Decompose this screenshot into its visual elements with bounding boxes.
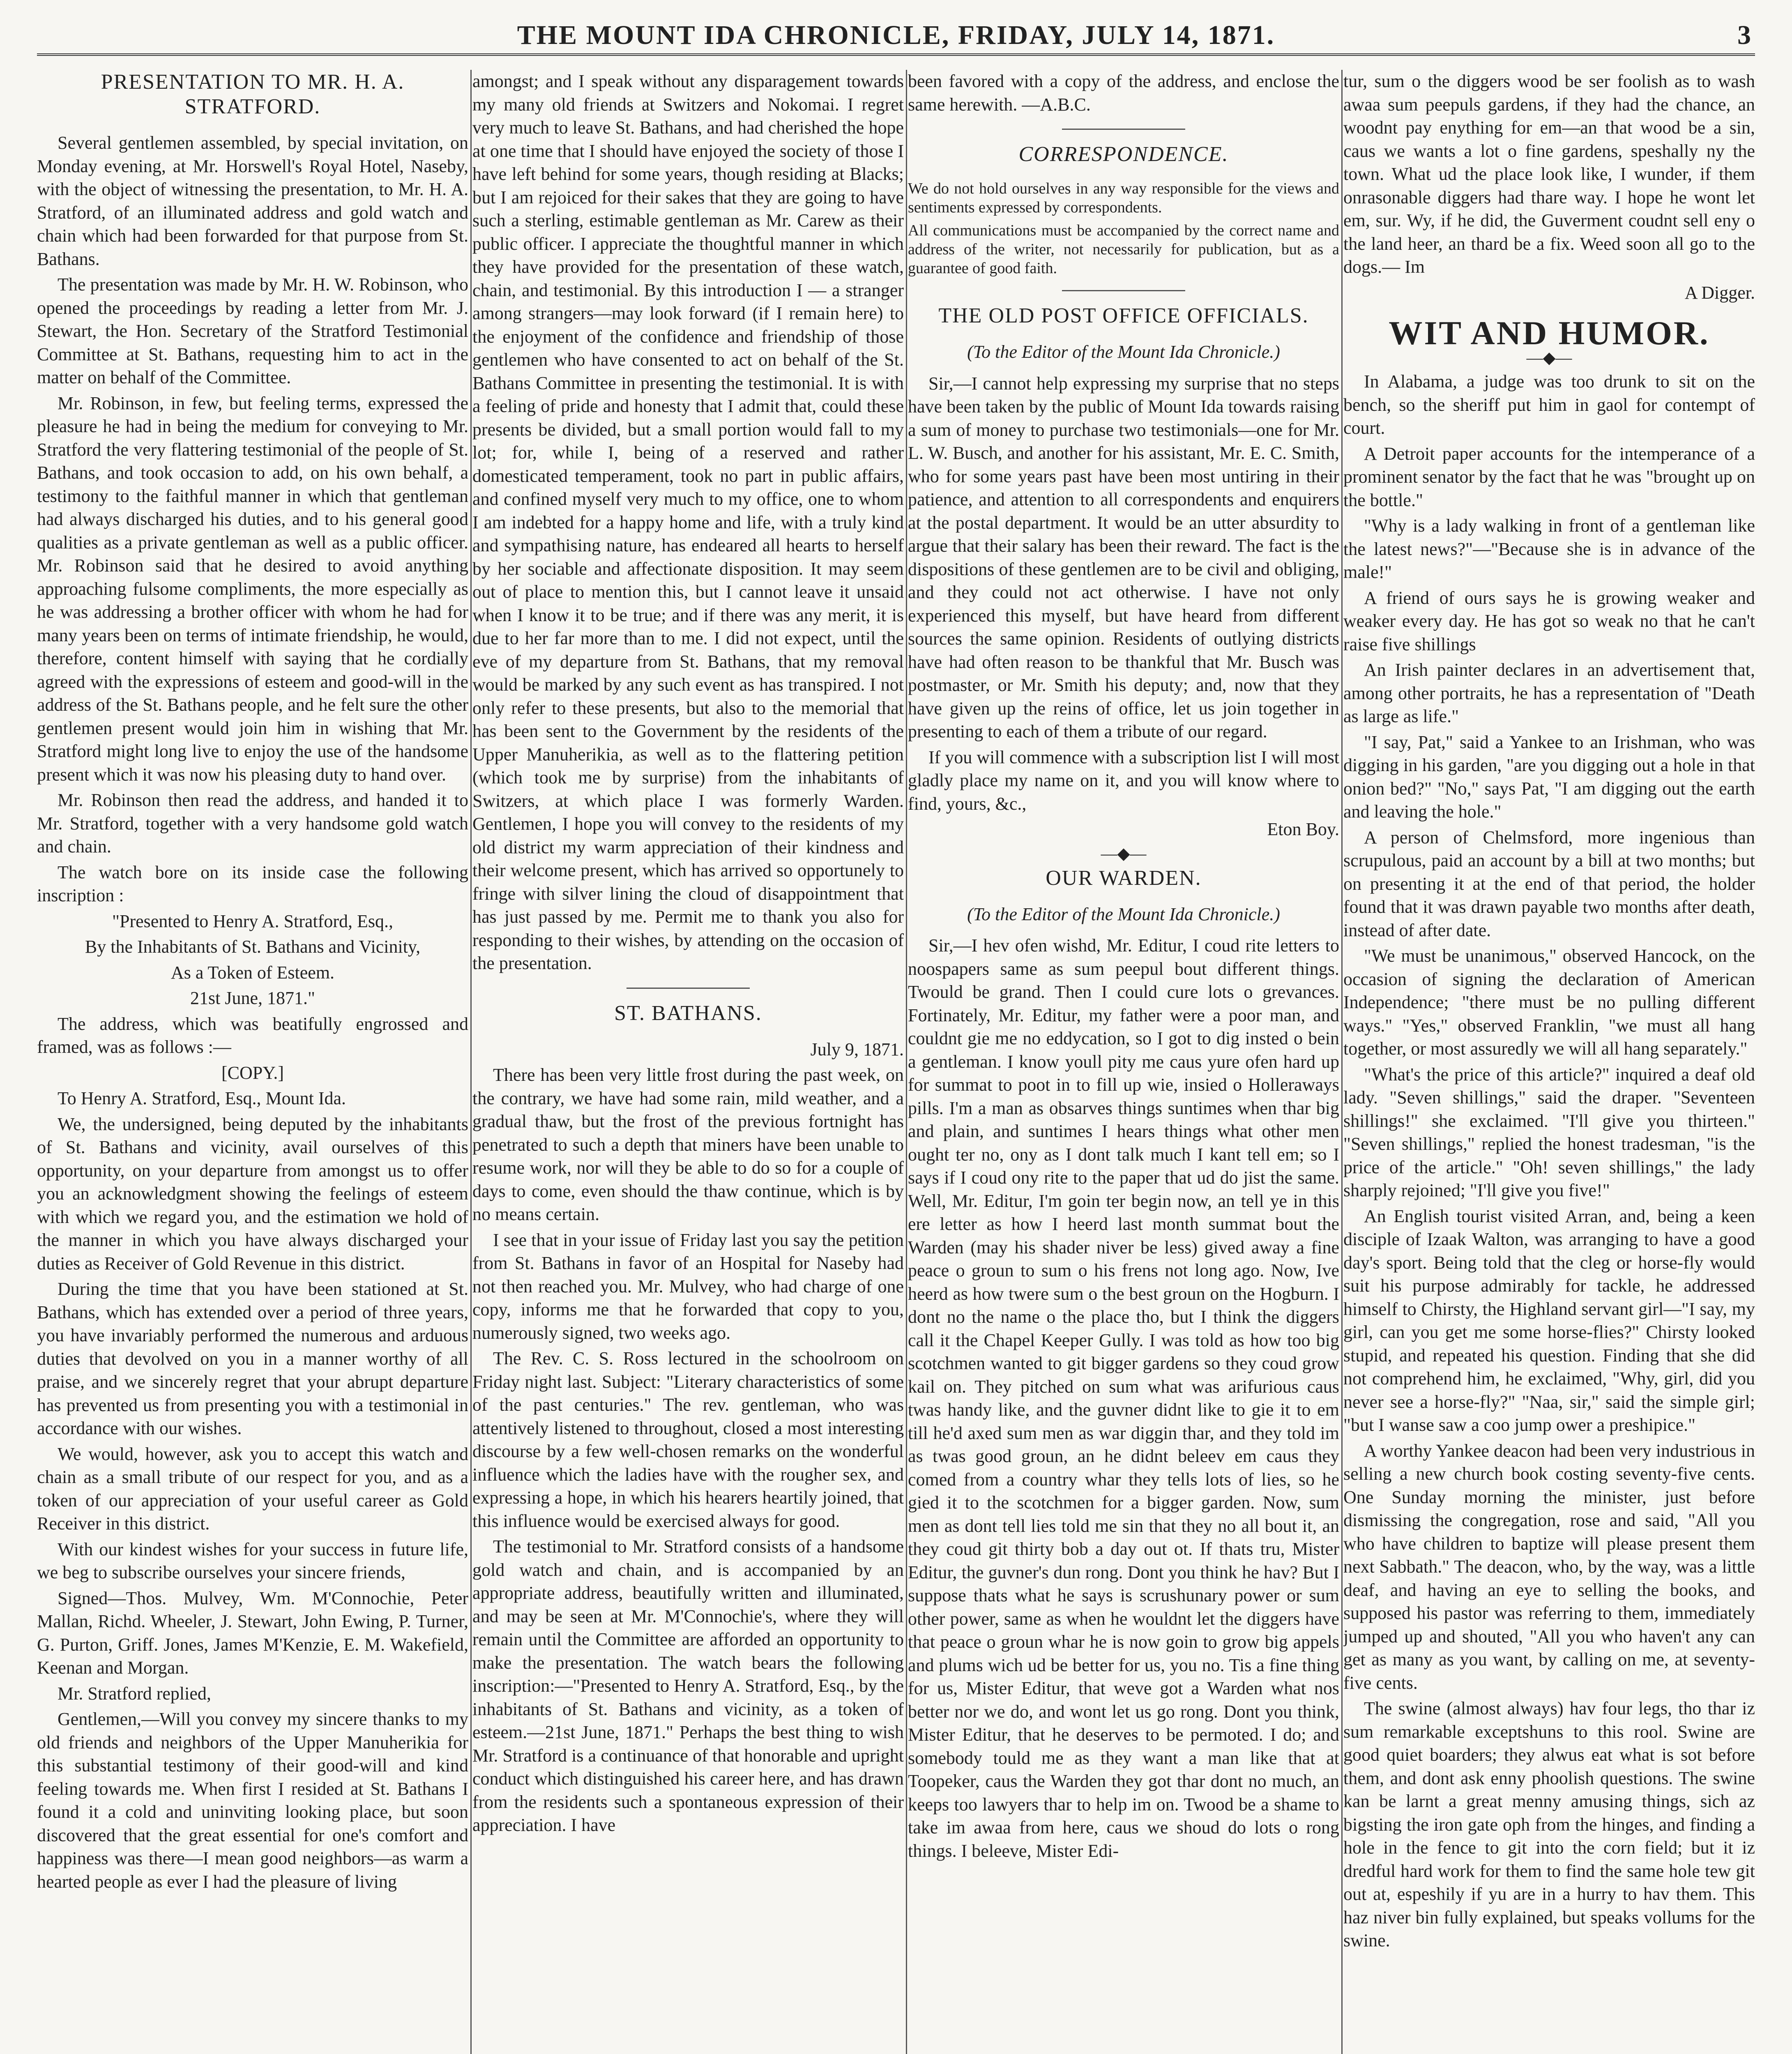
- paragraph: A Detroit paper accounts for the intemperance of a prominent senator by the fact that he was "brought up on the bottle.": [1343, 443, 1755, 510]
- section-divider: [1062, 129, 1185, 130]
- column-divider: [906, 70, 907, 2054]
- column-3: [908, 70, 1339, 2054]
- article-heading: ST. BATHANS.: [614, 1001, 762, 1025]
- editor-note: (To the Editor of the Mount Ida Chronicle.): [967, 904, 1280, 924]
- section-divider: [627, 988, 750, 989]
- column-divider: [1341, 70, 1343, 2054]
- paragraph: Sir,—I cannot help expressing my surprise that no steps have been taken by the public of Mount Ida towards raising a sum of money to purchase two testimonials—one for Mr. L. W. Busch, and another for his assistant, Mr. E. C. Smith, who for some years past have been most untiring in their patience, and attention to all correspondents and enquirers at the postal department. It would be an utter absurdity to argue that their salary has been their reward. The fact is the dispositions of these gentlemen are to be civil and obliging, and they could not act otherwise. I have not only experienced this myself, but have heard from different sources the same opinion. Residents of outlying districts have had often reason to be thankful that Mr. Busch was postmaster, or Mr. Smith his deputy; and, now that they have given up the reins of office, let us join together in presenting to each of them a tribute of our regard.: [908, 373, 1339, 741]
- paragraph: An Irish painter declares in an advertisement that, among other portraits, he has a representation of "Death as large as life.": [1343, 660, 1755, 726]
- paragraph: We would, however, ask you to accept this watch and chain as a small tribute of our respect for you, and as a token of our appreciation of your useful career as Gold Receiver in this district.: [37, 1444, 468, 1534]
- paragraph: We, the undersigned, being deputed by the inhabitants of St. Bathans and vicinity, avail ourselves of this opportunity, on your departure from amongst us to offer you an acknowledgment showing the feelings of esteem with which we regard you, and the estimation we hold of the manner in which you have always discharged your duties as Receiver of Gold Revenue in this district.: [37, 1114, 468, 1273]
- paragraph: A friend of ours says he is growing weaker and weaker every day. He has got so weak no that he can't raise five shillings: [1343, 587, 1755, 654]
- paragraph: tur, sum o the diggers wood be ser foolish as to wash awaa sum peepuls gardens, if they had the chance, an woodnt pay enything for em—an that wood be a sin, caus we wants a lot o fine gardens, speshally ny the town. What ud the place look like, I wunder, if them onrasonable diggers had thare way. I hope he wont let em, sur. Wy, if he did, the Guverment coudnt sell eny o the land heer, an thard be a fix. Weed soon all go to the dogs.— Im: [1343, 71, 1755, 277]
- inscription-line: 21st June, 1871.": [190, 988, 315, 1008]
- paragraph: Mr. Stratford replied,: [58, 1683, 211, 1704]
- paragraph: If you will commence with a subscription list I will most gladly place my name on it, and you will know where to find, yours, &c.,: [908, 747, 1339, 814]
- paragraph: Gentlemen,—Will you convey my sincere thanks to my old friends and neighbors of the Upper Manuherikia for this substantial testimony of their good-will and kind feeling towards me. When first I resided at St. Bathans I found it a cold and uninviting looking place, but soon discovered that the great essential for one's comfort and happiness was there—I mean good neighbors—as warm a hearted people as ever I had the pleasure of living: [37, 1709, 468, 1892]
- section-divider: [1062, 290, 1185, 291]
- article-heading: CORRESPONDENCE.: [1018, 143, 1229, 166]
- editorial-note: All communications must be accompanied by the correct name and address of the writer, not necessarily for publication, but as a guarantee of good faith.: [908, 222, 1339, 277]
- ornament-divider: —◆—: [1101, 844, 1147, 863]
- paragraph: In Alabama, a judge was too drunk to sit on the bench, so the sheriff put him in gaol for contempt of court.: [1343, 371, 1755, 438]
- paragraph: The swine (almost always) hav four legs, tho thar iz sum remarkable exceptshuns to this rool. Swine are good quiet boarders; they alwus eat what is sot before them, and dont ask enny phoolish questions. The swine kan be larnt a great menny amusing things, sich az bigsting the iron gate oph from the hinges, and finding a hole in the fence to git into the corn field; but it iz dredful hard work for them to find the same hole tew git out at, espeshily if yu are in a hurry to hav them. This haz niver bin fully explained, but speaks vollums for the swine.: [1343, 1698, 1755, 1950]
- signature: Eton Boy.: [1267, 819, 1339, 839]
- paragraph: Several gentlemen assembled, by special invitation, on Monday evening, at Mr. Horswell's Royal Hotel, Naseby, with the object of witnessing the presentation, to Mr. H. A. Stratford, of an illuminated address and gold watch and chain which had been forwarded for that purpose from St. Bathans.: [37, 133, 468, 269]
- article-heading: WIT AND HUMOR.: [1389, 314, 1710, 352]
- paragraph: amongst; and I speak without any disparagement towards my many old friends at Switzers and Nokomai. I regret very much to leave St. Bathans, and had cherished the hope at one time that I should have enjoyed the society of those I have left behind for some years, though residing at Blacks; but I am rejoiced for their sakes that they are going to have such a sterling, estimable gentleman as Mr. Carew as their public officer. I appreciate the thoughtful manner in which they have provided for the presentation of these watch, chain, and testimonial. By this introduction I — a stranger among strangers—may look forward (if I remain here) to the enjoyment of the confidence and friendship of those gentlemen who have consented to act on behalf of the St. Bathans Committee in presenting the testimonial. It is with a feeling of pride and honesty that I admit that, could these presents be divided, but a small portion would fall to my lot; for, while I, being of a reserved and rather domesticated temperament, took no part in public affairs, and confined myself very much to my office, one to whom I am indebted for a happy home and life, with a truly kind and sympathising nature, has endeared all hearts to herself by her sociable and affectionate disposition. It may seem out of place to mention this, but I cannot leave it unsaid when I know it to be true; and if there was any merit, it is due to her far more than to me. I did not expect, until the eve of my departure from St. Bathans, that my removal would be marked by any such event as has transpired. I not only refer to these presents, but also to the memorial that has been sent to the Government by the residents of the Upper Manuherikia, as well as to the flattering petition (which took me by surprise) from the inhabitants of Switzers, at which place I was formerly Warden. Gentlemen, I hope you will convey to the residents of my old district my warm appreciation of their kindness and their welcome present, which has arrived so opportunely to fringe with silver lining the cloud of disappointment that has just passed by me. Permit me to thank you also for responding to their wishes, by attending on the occasion of the presentation.: [472, 71, 904, 973]
- article-heading: OUR WARDEN.: [1046, 866, 1202, 890]
- paragraph: A worthy Yankee deacon had been very industrious in selling a new church book costing seventy-five cents. One Sunday morning the minister, just before dismissing the congregation, rose and said, "All you who have children to baptize will please present them next Sabbath." The deacon, who, by the way, was a little deaf, and having an eye to selling the books, and supposed his pastor was referring to them, immediately jumped up and shouted, "All you who haven't any can get as many as you want, by calling on me, at seventy-five cents.: [1343, 1440, 1755, 1693]
- editor-note: (To the Editor of the Mount Ida Chronicle.): [967, 342, 1280, 362]
- signature: A Digger.: [1684, 282, 1755, 303]
- inscription-line: By the Inhabitants of St. Bathans and Vicinity,: [85, 937, 421, 957]
- column-divider: [470, 70, 472, 2054]
- paragraph: To Henry A. Stratford, Esq., Mount Ida.: [58, 1088, 346, 1108]
- editorial-note: We do not hold ourselves in any way responsible for the views and sentiments expressed by correspondents.: [908, 180, 1339, 216]
- paragraph: The presentation was made by Mr. H. W. Robinson, who opened the proceedings by reading a letter from Mr. J. Stewart, the Hon. Secretary of the Stratford Testimonial Committee at St. Bathans, requesting him to act in the matter on behalf of the Committee.: [37, 274, 468, 387]
- paragraph: Sir,—I hev ofen wishd, Mr. Editur, I coud rite letters to noospapers same as sum peepul bout different things. Twould be grand. Then I could cure lots o grevances. Fortinately, Mr. Editur, my father were a poor man, and couldnt gie me no eddycation, so I got to dig insted o bein a gentleman. I know youll pity me caus yure ofen hard up for summat to poot in to fill up wie, insied o Holleraways pills. I'm a man as obsarves things suntimes when thar big and plain, and suntimes I hears things what other men ought ter no, ony as I dont talk much I kant tell em; so I says if I coud ony rite to the paper that ud do jist the same. Well, Mr. Editur, I'm goin ter begin now, an tell ye in this ere letter as how I heerd last month summat bout the Warden (may his shader niver be less) gived away a fine peace o groun to sum o his frens not long ago. Now, Ive heerd as how twere sum o the best groun on the Hogburn. I dont no the name o the place tho, but I think the diggers call it the Chapel Keeper Gully. I was told as how too big scotchmen wanted to git bigger gardens so they coud grow kail on. They pitched on sum what was arifurious caus twas handy like, and the guvner didnt like to gie it to em till he'd axed sum men as war diggin thar, and they told im as twas good groun, an he didnt beleev em caus they comed from a country whar they tells lots of lies, so he gied it to the scotchmen for a bigger garden. Now, sum men as dont tell lies told me sin that they no all bout it, an they coud git thirty bob a day out ot. If thats tru, Mister Editur, the guvner's dun rong. Dont you think he hav? But I suppose thats what he says is scrushunary power or sum other power, same as when he wouldnt let the diggers have that peace o groun whar he is now goin to grow big appels and plums wich ud be better for us, you no. Tis a fine thing for us, Mister Editur, that weve got a Warden what nos better nor we do, and wont let us go rong. Dont you think, Mister Editur, that he deserves to be permoted. I do; and somebody tould me as they want a man like that at Toopeker, caus the Warden they got thar dont no much, an keeps too lawyers thar to help im on. Twood be a shame to take im awaa from here, caus we shoud do lots o rong things. I beleeve, Mister Edi-: [908, 935, 1339, 1861]
- ornament-divider: —◆—: [1526, 348, 1572, 367]
- copy-label: [COPY.]: [221, 1062, 284, 1083]
- paragraph: The testimonial to Mr. Stratford consists of a handsome gold watch and chain, and is accompanied by an appropriate address, beautifully written and illuminated, and may be seen at Mr. M'Connochie's, where they will remain until the Committee are afforded an opportunity to make the presentation. The watch bears the following inscription:—"Presented to Henry A. Stratford, Esq., by the inhabitants of St. Bathans and vicinity, as a token of esteem.—21st June, 1871." Perhaps the best thing to wish Mr. Stratford is a continuance of that honorable and upright conduct which distinguished his career here, and has drawn from the residents such a spontaneous expression of their appreciation. I have: [472, 1536, 904, 1835]
- column-2: [472, 70, 904, 2054]
- article-heading: THE OLD POST OFFICE OFFICIALS.: [938, 304, 1309, 327]
- paragraph: Mr. Robinson, in few, but feeling terms, expressed the pleasure he had in being the medium for conveying to Mr. Stratford the very flattering testimonial of the people of St. Bathans, and took occasion to add, on his own behalf, a testimony to the faithful manner in which that gentleman had always discharged his duties, and to his general good qualities as a private gentleman as well as a public officer. Mr. Robinson said that he desired to avoid anything approaching fulsome compliments, the more especially as he was addressing a brother officer with whom he had for many years been on terms of intimate friendship, he would, therefore, content himself with saying that he cordially agreed with the expressions of esteem and good-will in the address of the St. Bathans people, and he felt sure the other gentlemen present would join him in wishing that Mr. Stratford might long live to enjoy the use of the handsome present which it was now his pleasing duty to hand over.: [37, 393, 468, 785]
- paragraph: The address, which was beatifully engrossed and framed, was as follows :—: [37, 1013, 468, 1057]
- paragraph: A person of Chelmsford, more ingenious than scrupulous, paid an account by a bill at two months; but on presenting it at the end of that period, the holder found that it was drawn payable two months after death, instead of after date.: [1343, 827, 1755, 940]
- paragraph: "We must be unanimous," observed Hancock, on the occasion of signing the declaration of American Independence; "there must be no pulling different ways." "Yes," observed Franklin, "we must all hang together, or most assuredly we will all hang separately.": [1343, 946, 1755, 1059]
- inscription-line: As a Token of Esteem.: [170, 962, 335, 983]
- paragraph: There has been very little frost during the past week, on the contrary, we have had some rain, mild weather, and a gradual thaw, but the frost of the previous fortnight has penetrated to such a depth that miners have been unable to resume work, nor will they be able to do so for a couple of days to come, even should the thaw continue, which is by no means certain.: [472, 1065, 904, 1224]
- paragraph: Mr. Robinson then read the address, and handed it to Mr. Stratford, together with a very handsome gold watch and chain.: [37, 790, 468, 857]
- paragraph: "I say, Pat," said a Yankee to an Irishman, who was digging in his garden, "are you digging out a hole in that onion bed?" "No," says Pat, "I am digging out the earth and leaving the hole.": [1343, 732, 1755, 822]
- dateline: July 9, 1871.: [810, 1039, 904, 1059]
- paragraph: been favored with a copy of the address, and enclose the same herewith. —A.B.C.: [908, 71, 1339, 115]
- paragraph: With our kindest wishes for your success in future life, we beg to subscribe ourselves your sincere friends,: [37, 1539, 468, 1582]
- inscription-line: "Presented to Henry A. Stratford, Esq.,: [112, 911, 393, 931]
- article-heading: PRESENTATION TO MR. H. A. STRATFORD.: [101, 70, 405, 118]
- paragraph: I see that in your issue of Friday last you say the petition from St. Bathans in favor of an Hospital for Naseby had not then reached you. Mr. Mulvey, who had charge of one copy, informs me that he forwarded that copy to you, numerously signed, two weeks ago.: [472, 1230, 904, 1343]
- paragraph: The Rev. C. S. Ross lectured in the schoolroom on Friday night last. Subject: "Literary characteristics of some of the past centuries." The rev. gentleman, who was attentively listened to throughout, closed a most interesting discourse by a few well-chosen remarks on the wonderful influence which the ladies have with the rougher sex, and expressing a hope, in which his hearers heartily joined, that this influence would be exercised always for good.: [472, 1348, 904, 1531]
- paragraph: During the time that you have been stationed at St. Bathans, which has extended over a period of three years, you have invariably performed the numerous and arduous duties that devolved on you in a manner worthy of all praise, and we sincerely regret that your abrupt departure has prevented us from presenting you with a testimonial in accordance with our wishes.: [37, 1279, 468, 1438]
- column-4: [1343, 70, 1755, 2054]
- page-number: 3: [1737, 20, 1751, 50]
- paragraph: "What's the price of this article?" inquired a deaf old lady. "Seven shillings," said the draper. "Seventeen shillings!" she exclaimed. "I'll give you thirteen." "Seven shillings," replied the honest tradesman, "is the price of the article." "Oh! seven shillings," the lady sharply rejoined; "I'll give you five!": [1343, 1064, 1755, 1200]
- paragraph: Signed—Thos. Mulvey, Wm. M'Connochie, Peter Mallan, Richd. Wheeler, J. Stewart, John Ewing, P. Turner, G. Purton, Griff. Jones, James M'Kenzie, E. M. Wakefield, Keenan and Morgan.: [37, 1588, 468, 1678]
- column-1: [37, 70, 468, 2054]
- masthead: [37, 16, 1755, 56]
- paragraph: An English tourist visited Arran, and, being a keen disciple of Izaak Walton, was arranging to have a good day's sport. Being told that the cleg or horse-fly would suit his purpose admirably for tackle, he addressed himself to Chirsty, the Highland servant girl—"I say, my girl, can you get me some horse-flies?" Chirsty looked stupid, and repeated his question. Finding that she did not comprehend him, he exclaimed, "Why, girl, did you never see a horse-fly?" "Naa, sir," said the simple girl; "but I wanse saw a coo jump ower a preshipice.": [1343, 1206, 1755, 1435]
- paragraph: "Why is a lady walking in front of a gentleman like the latest news?"—"Because she is in advance of the male!": [1343, 516, 1755, 582]
- paragraph: The watch bore on its inside case the following inscription :: [37, 862, 468, 905]
- page-title: THE MOUNT IDA CHRONICLE, FRIDAY, JULY 14, 1871.: [517, 20, 1275, 50]
